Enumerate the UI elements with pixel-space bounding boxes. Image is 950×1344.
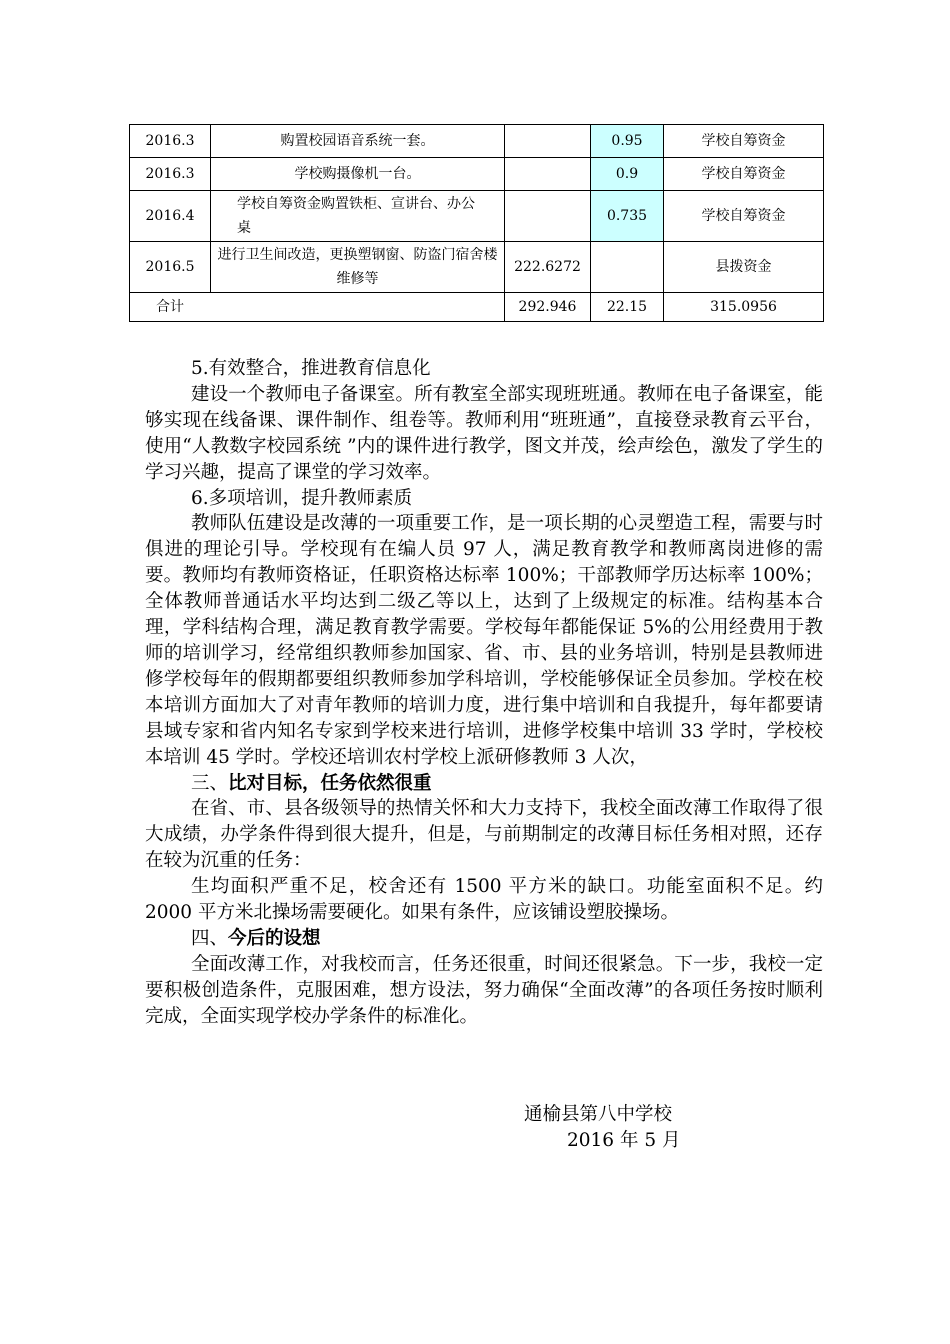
county-funds-cell <box>505 191 591 242</box>
item-cell: 购置校园语音系统一套。 <box>211 125 505 158</box>
section-6-paragraph: 教师队伍建设是改薄的一项重要工作，是一项长期的心灵塑造工程，需要与时俱进的理论引导。学校现有在编人员 97 人，满足教育教学和教师离岗进修的需要。教师均有教师资格证，任职资格达标率 100%；干部教师学历达标率 100%；全体教师普通话水平均达到二级乙等以上，达到了上级规定的标准。结构基本合理，学科结构合理，满足教育教学需要。学校每年都能保证 5%的公用经费用于教师的培训学习，经常组织教师参加国家、省、市、县的业务培训，特别是县教师进修学校每年的假期都要组织教师参加学科培训，学校能够保证全员参加。学校在校本培训方面加大了对青年教师的培训力度，进行集中培训和自我提升，每年都要请县域专家和省内知名专家到学校来进行培训，进修学校集中培训 33 学时，学校校本培训 45 学时。学校还培训农村学校上派研修教师 3 人次， <box>145 513 823 768</box>
total-county-funds: 292.946 <box>505 293 591 322</box>
county-funds-cell: 222.6272 <box>505 242 591 293</box>
report-body <box>145 356 823 1030</box>
source-cell: 县拨资金 <box>664 242 824 293</box>
signature-school: 通榆县第八中学校 <box>524 1104 673 1125</box>
signature-date: 2016 年 5 月 <box>567 1130 681 1151</box>
item-cell <box>211 242 505 293</box>
funding-table <box>129 124 824 322</box>
date-cell: 2016.5 <box>130 242 211 293</box>
item-text: 进行卫生间改造，更换塑钢窗、防盗门宿舍楼维修等 <box>217 247 498 287</box>
total-row <box>130 293 824 322</box>
grand-total: 315.0956 <box>664 293 824 322</box>
item-cell <box>211 191 505 242</box>
date-cell: 2016.3 <box>130 125 211 158</box>
section-3-title: 比对目标，任务依然很重 <box>228 772 432 794</box>
table-row <box>130 191 824 242</box>
source-cell: 学校自筹资金 <box>664 125 824 158</box>
section-3-paragraph-2: 生均面积严重不足，校舍还有 1500 平方米的缺口。功能室面积不足。约 2000 平方米北操场需要硬化。如果有条件，应该铺设塑胶操场。 <box>145 876 823 924</box>
self-funds-cell: 0.9 <box>591 158 664 191</box>
item-text: 学校自筹资金购置铁柜、宣讲台、办公桌 <box>237 196 475 236</box>
section-5-heading: 5.有效整合，推进教育信息化 <box>191 358 431 379</box>
section-6-heading: 6.多项培训，提升教师素质 <box>191 487 413 509</box>
date-cell: 2016.4 <box>130 191 211 242</box>
section-3-paragraph-1: 在省、市、县各级领导的热情关怀和大力支持下，我校全面改薄工作取得了很大成绩，办学条件得到很大提升，但是，与前期制定的改薄目标任务相对照，还存在较为沉重的任务： <box>145 798 823 872</box>
section-3-heading <box>145 771 823 797</box>
self-funds-cell: 0.95 <box>591 125 664 158</box>
date-cell: 2016.3 <box>130 158 211 191</box>
self-funds-cell: 0.735 <box>591 191 664 242</box>
section-5-paragraph: 建设一个教师电子备课室。所有教室全部实现班班通。教师在电子备课室，能够实现在线备课、课件制作、组卷等。教师利用“班班通”，直接登录教育云平台，使用“人教数字校园系统 ”内的课件进行教学，图文并茂，绘声绘色，激发了学生的学习兴趣，提高了课堂的学习效率。 <box>145 383 823 483</box>
section-4-paragraph: 全面改薄工作，对我校而言，任务还很重，时间还很紧急。下一步，我校一定要积极创造条件，克服困难，想方设法，努力确保“全面改薄”的各项任务按时顺利完成，全面实现学校办学条件的标准化。 <box>145 953 823 1027</box>
total-self-funds: 22.15 <box>591 293 664 322</box>
table-row <box>130 242 824 293</box>
section-4-number: 四、 <box>191 927 229 949</box>
item-cell: 学校购摄像机一台。 <box>211 158 505 191</box>
county-funds-cell <box>505 125 591 158</box>
section-4-heading <box>145 926 823 952</box>
section-3-number: 三、 <box>191 772 229 794</box>
self-funds-cell <box>591 242 664 293</box>
source-cell: 学校自筹资金 <box>664 158 824 191</box>
total-label: 合计 <box>130 293 505 322</box>
county-funds-cell <box>505 158 591 191</box>
table-row <box>130 125 824 158</box>
source-cell: 学校自筹资金 <box>664 191 824 242</box>
section-4-title: 今后的设想 <box>228 927 321 949</box>
table-row <box>130 158 824 191</box>
